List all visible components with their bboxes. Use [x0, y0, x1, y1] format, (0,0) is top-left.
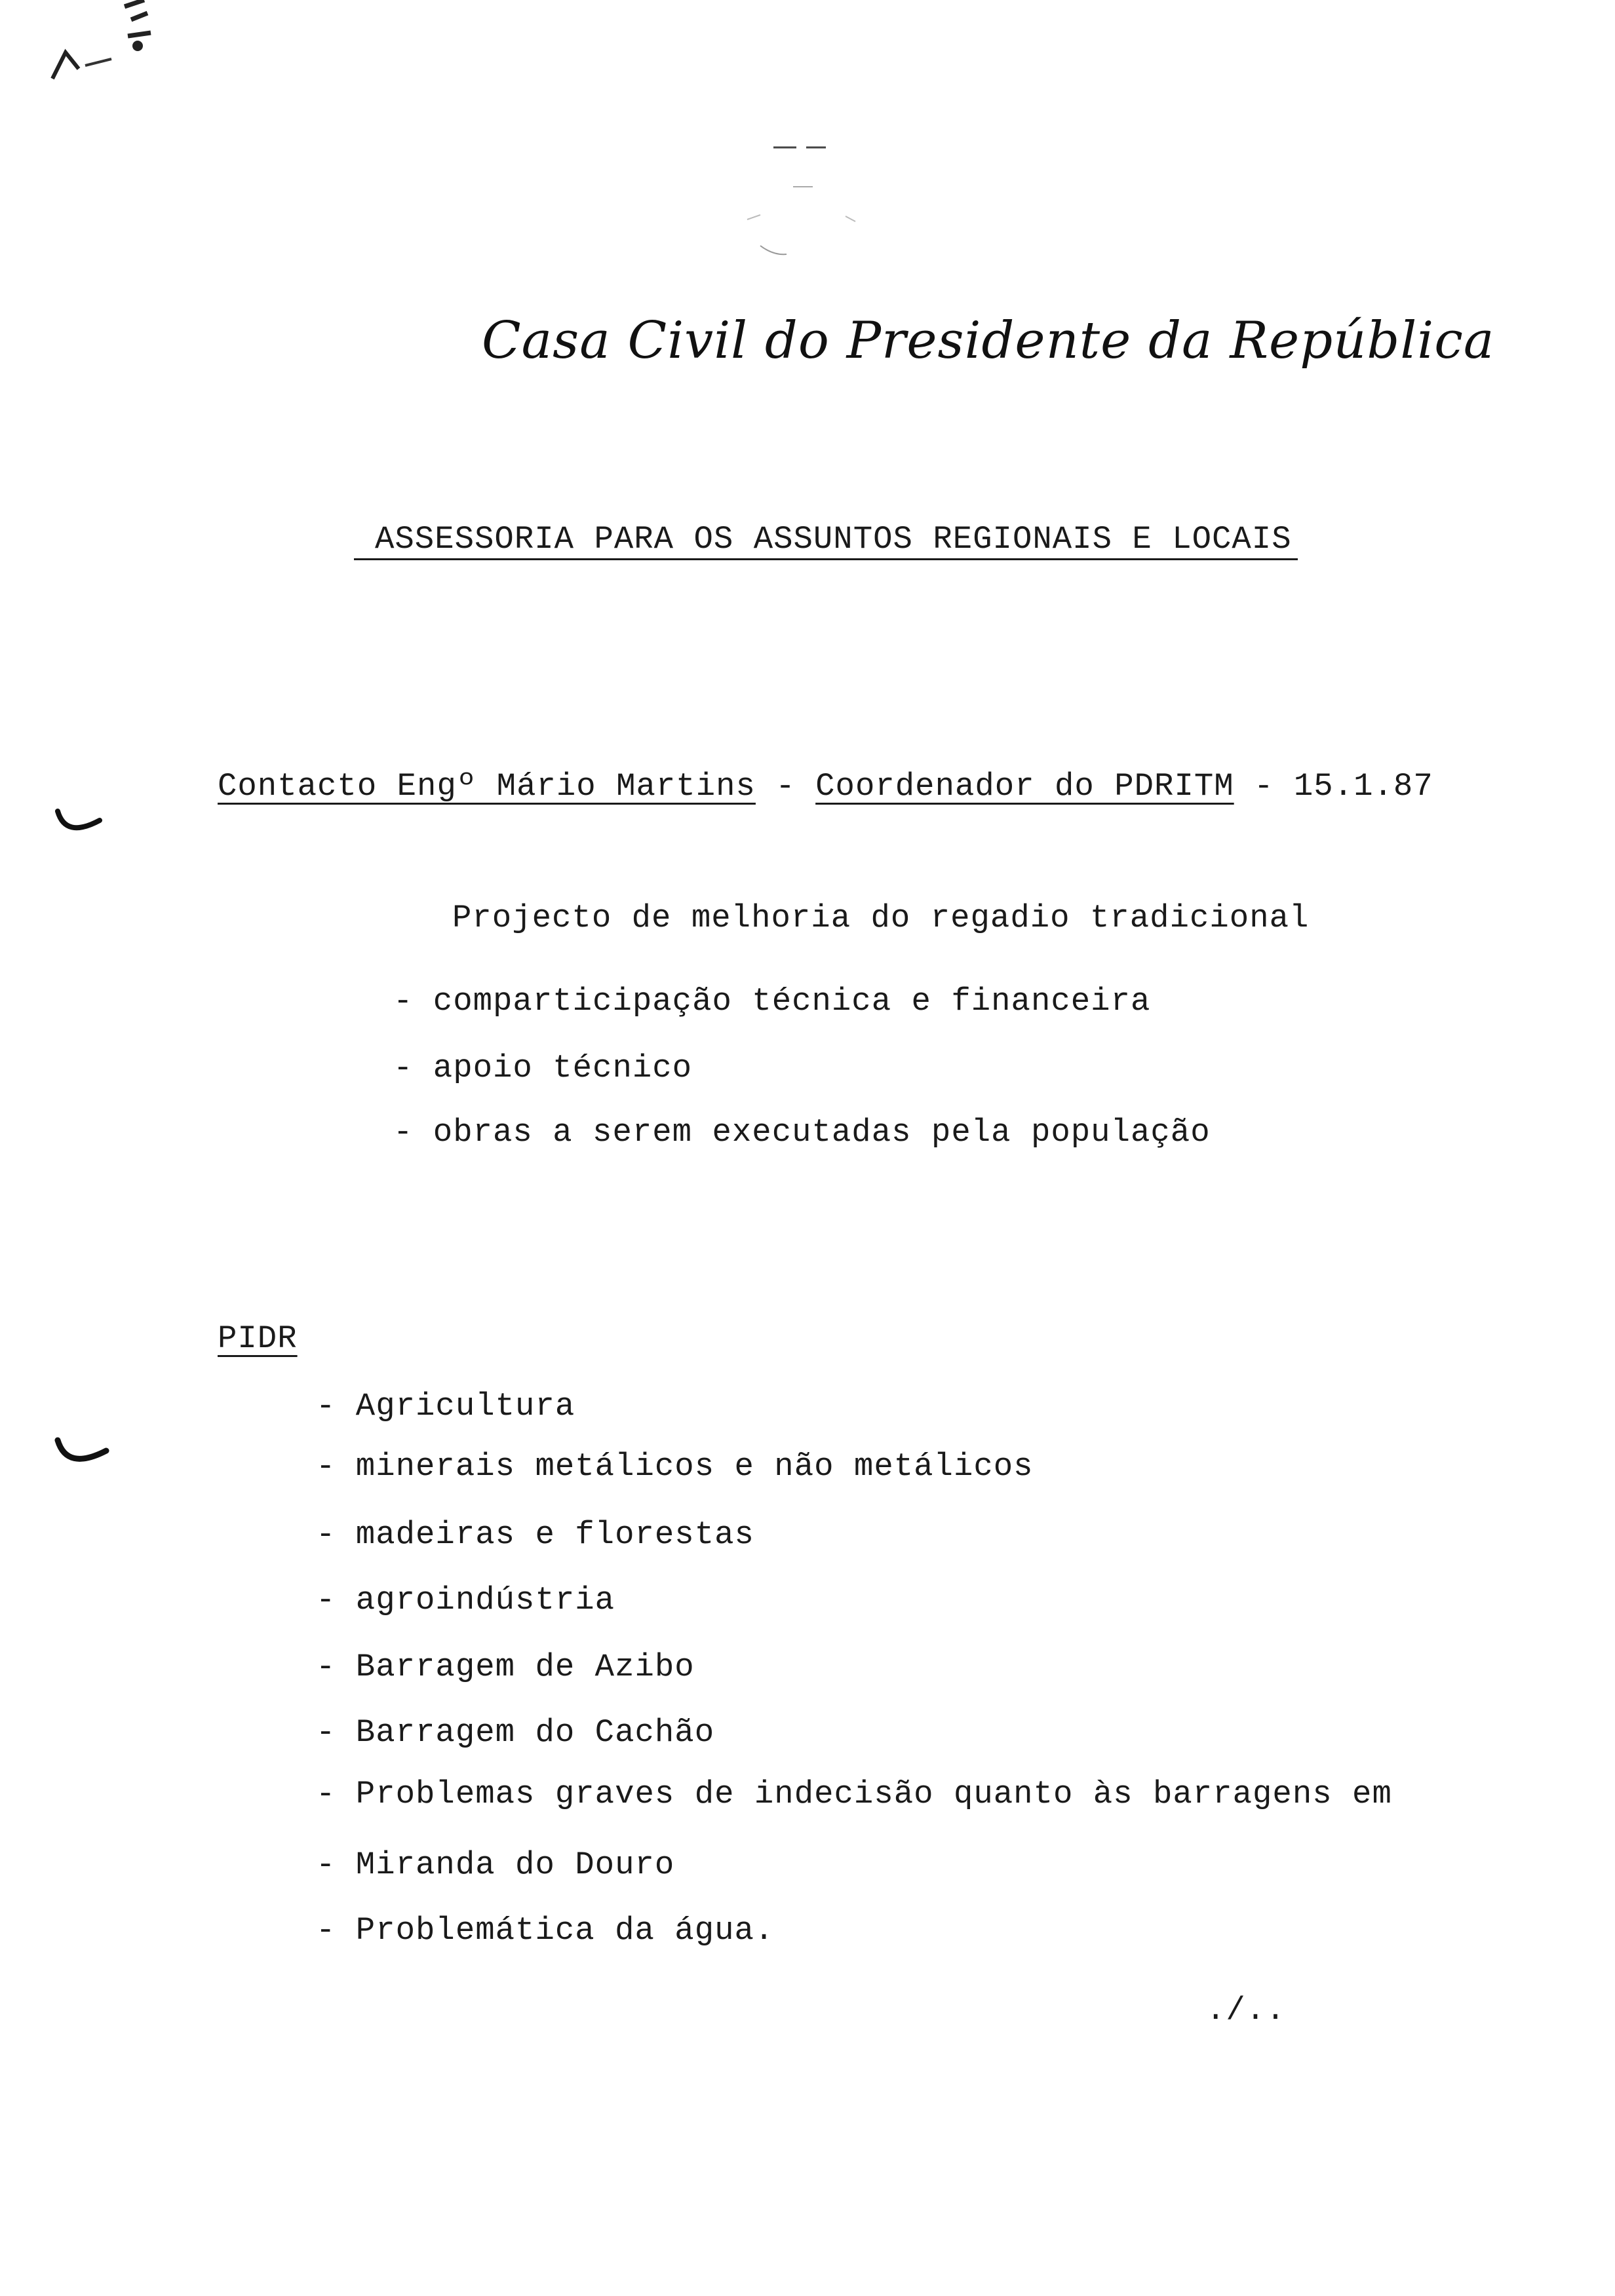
project-item-2: - apoio técnico: [393, 1050, 693, 1086]
pidr-item-7: - Problemas graves de indecisão quanto às barragens em: [316, 1776, 1392, 1812]
pidr-item-3: - madeiras e florestas: [316, 1516, 754, 1553]
contact-line: [218, 768, 1433, 805]
contact-separator: -: [755, 768, 816, 805]
letterhead-title: Casa Civil do Presidente da República: [482, 311, 1495, 370]
pidr-item-6: - Barragem do Cachão: [316, 1714, 715, 1751]
margin-punch-mark-bottom: [52, 1435, 111, 1474]
pidr-item-1: - Agricultura: [316, 1388, 575, 1425]
contact-role: Coordenador do PDRITM: [815, 768, 1234, 805]
section-heading: ASSESSORIA PARA OS ASSUNTOS REGIONAIS E LOCAIS: [375, 521, 1292, 558]
project-item-3: - obras a serem executadas pela população: [393, 1114, 1211, 1151]
continuation-mark: ./..: [1206, 1992, 1286, 2029]
pidr-label: PIDR: [218, 1320, 298, 1357]
pidr-item-2: - minerais metálicos e não metálicos: [316, 1448, 1034, 1485]
pidr-item-4: - agroindústria: [316, 1582, 615, 1618]
pidr-item-9: - Problemática da água.: [316, 1912, 775, 1949]
heading-underline: [354, 558, 1298, 560]
margin-punch-mark-top: [52, 806, 105, 845]
pidr-item-5: - Barragem de Azibo: [316, 1649, 695, 1685]
pidr-item-8: - Miranda do Douro: [316, 1846, 675, 1883]
faint-seal-mark: [734, 138, 865, 262]
contact-date: 15.1.87: [1293, 768, 1433, 805]
project-item-1: - comparticipação técnica e financeira: [393, 983, 1151, 1020]
contact-name: Contacto Engº Mário Martins: [218, 768, 756, 805]
handwritten-corner-mark: [39, 0, 170, 92]
project-title: Projecto de melhoria do regadio tradicional: [452, 900, 1310, 936]
contact-separator-2: -: [1234, 768, 1294, 805]
